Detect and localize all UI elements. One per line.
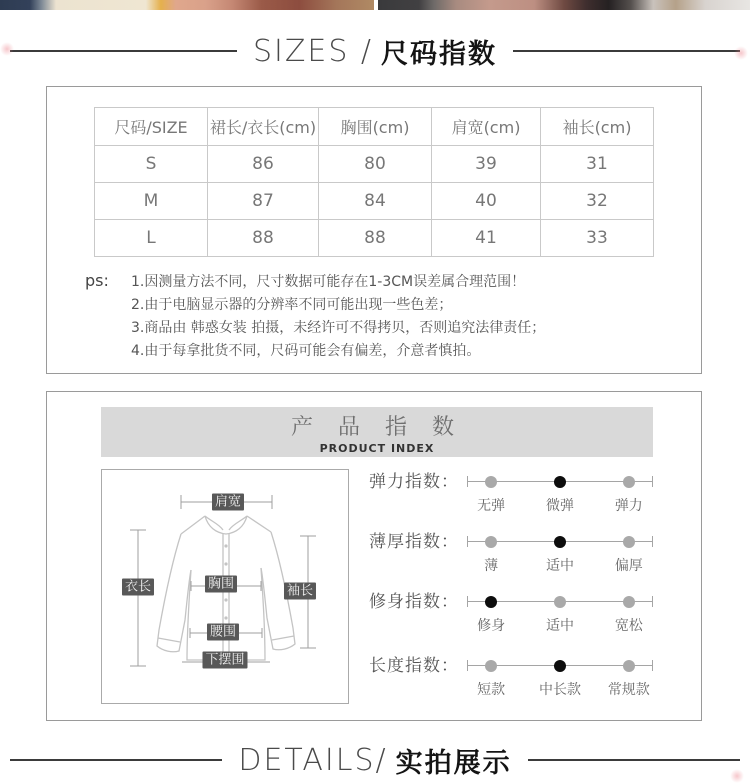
watermark-left <box>0 42 14 56</box>
cell: 88 <box>319 220 432 257</box>
scale-stop <box>546 533 574 575</box>
cell: S <box>95 146 208 183</box>
scale-tick <box>652 660 653 671</box>
scale-stop <box>546 593 574 635</box>
scale-option: 修身 <box>477 618 506 634</box>
cell: M <box>95 183 208 220</box>
label-waist: 腰围 <box>207 624 239 641</box>
scale-dot <box>485 660 497 672</box>
indicator-scale <box>467 533 653 580</box>
scale-tick <box>652 536 653 547</box>
note-item: 4.由于每拿批货不同，尺码可能会有偏差，介意者慎拍。 <box>131 343 481 359</box>
photo-strip <box>0 0 750 10</box>
indicator-row <box>369 657 653 704</box>
indicator-label: 弹力指数： <box>369 472 459 492</box>
scale-tick <box>467 596 468 607</box>
sizes-title-en: SIZES / <box>252 33 374 69</box>
ps-label: ps: <box>85 271 109 290</box>
size-table <box>94 107 654 257</box>
sizes-section-header <box>0 30 750 72</box>
scale-dot <box>554 536 566 548</box>
col-bust: 胸围(cm) <box>319 108 432 146</box>
col-skirt-length: 裙长/衣长(cm) <box>208 108 319 146</box>
scale-option: 宽松 <box>614 618 643 634</box>
product-index-title-zh: 产 品 指 数 <box>291 414 463 440</box>
col-sleeve: 袖长(cm) <box>541 108 654 146</box>
scale-dot <box>554 596 566 608</box>
header-rule-right <box>528 759 740 761</box>
cell: L <box>95 220 208 257</box>
scale-tick <box>652 476 653 487</box>
scale-stop <box>477 593 505 635</box>
note-item: 2.由于电脑显示器的分辨率不同可能出现一些色差； <box>131 297 453 313</box>
header-rule-right <box>513 50 740 52</box>
table-row <box>95 220 654 257</box>
scale-tick <box>467 476 468 487</box>
scale-dot <box>485 476 497 488</box>
watermark-right <box>730 769 744 783</box>
table-row <box>95 146 654 183</box>
product-index-header <box>101 407 653 457</box>
scale-dot <box>554 476 566 488</box>
details-title-zh: 实拍展示 <box>395 747 512 779</box>
photo-left-edge <box>0 0 374 10</box>
indicator-scale <box>467 473 653 520</box>
scale-option: 中长款 <box>539 682 581 698</box>
indicator-row <box>369 593 653 640</box>
cell: 84 <box>319 183 432 220</box>
indicator-label: 长度指数： <box>369 656 459 676</box>
details-section-header <box>0 739 750 781</box>
scale-option: 适中 <box>546 618 574 634</box>
note-item: 1.因测量方法不同，尺寸数据可能存在1-3CM误差属合理范围！ <box>131 274 526 290</box>
indicator-row <box>369 533 653 580</box>
scale-stop <box>546 473 574 515</box>
scale-dot <box>623 660 635 672</box>
indicator-scale <box>467 657 653 704</box>
sizes-title-zh: 尺码指数 <box>381 38 498 70</box>
label-sleeve-length: 袖长 <box>284 583 316 600</box>
scale-option: 常规款 <box>607 682 650 698</box>
scale-tick <box>467 536 468 547</box>
scale-tick <box>467 660 468 671</box>
indicator-row <box>369 473 653 520</box>
scale-dot <box>485 596 497 608</box>
label-hem: 下摆围 <box>202 652 247 669</box>
label-shoulder-width: 肩宽 <box>212 494 244 511</box>
scale-stop <box>615 533 643 575</box>
header-rule-left <box>10 759 222 761</box>
scale-option: 微弹 <box>546 498 574 514</box>
cell: 80 <box>319 146 432 183</box>
garment-diagram <box>101 469 349 704</box>
measurement-notes <box>85 271 701 363</box>
scale-dot <box>623 596 635 608</box>
note-lines <box>131 271 545 363</box>
details-title-en: DETAILS/ <box>238 742 388 778</box>
cell: 33 <box>541 220 654 257</box>
label-chest: 胸围 <box>205 576 237 593</box>
scale-stop <box>615 593 643 635</box>
photo-right-edge <box>378 0 750 10</box>
indicator-list <box>369 469 653 717</box>
size-info-box <box>46 86 702 374</box>
scale-stop <box>477 473 505 515</box>
table-row <box>95 183 654 220</box>
scale-option: 短款 <box>477 682 506 698</box>
scale-option: 薄 <box>484 558 499 574</box>
col-shoulder: 肩宽(cm) <box>432 108 541 146</box>
product-index-box <box>46 391 702 721</box>
scale-dot <box>485 536 497 548</box>
cell: 40 <box>432 183 541 220</box>
label-garment-length: 衣长 <box>122 579 154 596</box>
note-item: 3.商品由 韩惑女装 拍摄，未经许可不得拷贝，否则追究法律责任； <box>131 320 546 336</box>
scale-dot <box>623 476 635 488</box>
scale-stop <box>484 533 498 575</box>
scale-option: 偏厚 <box>614 558 643 574</box>
scale-option: 弹力 <box>614 498 643 514</box>
cell: 39 <box>432 146 541 183</box>
indicator-label: 修身指数： <box>369 592 459 612</box>
size-table-header-row <box>95 108 654 146</box>
col-size: 尺码/SIZE <box>95 108 208 146</box>
scale-dot <box>554 660 566 672</box>
scale-stop <box>608 657 650 699</box>
cell: 32 <box>541 183 654 220</box>
cell: 31 <box>541 146 654 183</box>
cell: 41 <box>432 220 541 257</box>
indicator-label: 薄厚指数： <box>369 532 459 552</box>
watermark-right <box>734 46 748 60</box>
product-index-content <box>47 469 701 717</box>
scale-stop <box>539 657 581 699</box>
scale-option: 无弹 <box>477 498 506 514</box>
cell: 86 <box>208 146 319 183</box>
scale-stop <box>477 657 505 699</box>
product-index-title-en: PRODUCT INDEX <box>319 441 435 455</box>
indicator-scale <box>467 593 653 640</box>
header-rule-left <box>10 50 237 52</box>
cell: 88 <box>208 220 319 257</box>
scale-option: 适中 <box>546 558 574 574</box>
scale-dot <box>623 536 635 548</box>
scale-tick <box>652 596 653 607</box>
scale-stop <box>615 473 643 515</box>
cell: 87 <box>208 183 319 220</box>
